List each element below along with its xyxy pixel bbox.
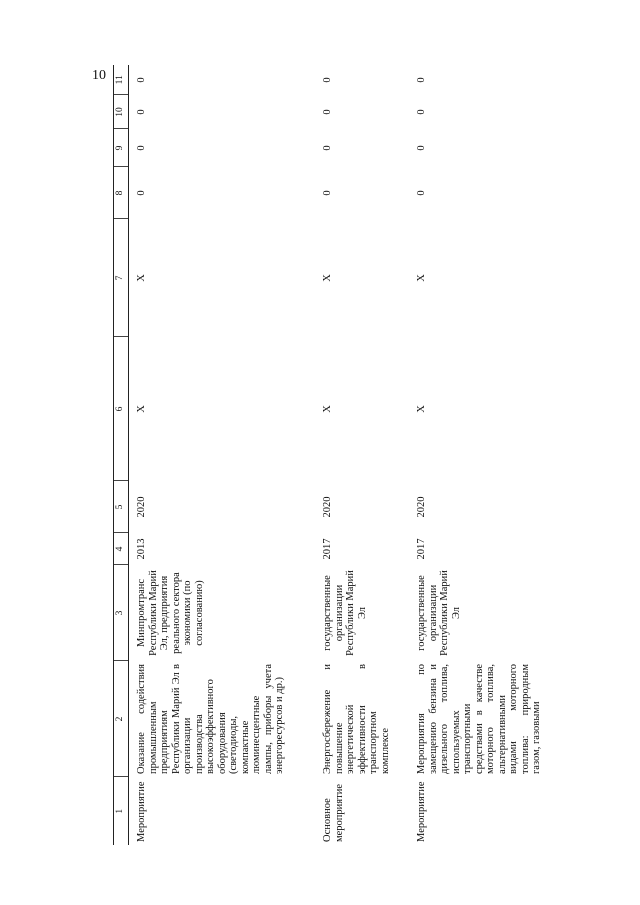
cell-description: Мероприятия по замещению бензина и дизельного топлива, используемых транспортными средствами в качестве моторного топлива, альтернативными видами моторного топлива: природным газом, газовыми (416, 664, 542, 774)
table-row (134, 65, 320, 845)
col-num-11: 11 (114, 65, 129, 95)
cell-col10: 0 (322, 109, 333, 115)
cell-col11: 0 (322, 77, 333, 83)
cell-col6: X (416, 405, 427, 413)
cell-executor: Минпромтранс Республики Марий Эл, предприятия реального сектора экономики (по согласованию) (136, 570, 205, 656)
cell-col8: 0 (136, 190, 147, 196)
cell-end-year: 2020 (322, 496, 333, 518)
cell-description: Энергосбережение и повышение энергетической эффективности в транспортном комплексе (322, 664, 391, 774)
cell-col6: X (136, 405, 147, 413)
cell-col9: 0 (136, 145, 147, 151)
cell-col11: 0 (136, 77, 147, 83)
measures-table (113, 65, 554, 845)
cell-executor: государственные организации Республики Марий Эл (416, 570, 462, 656)
page-number: 10 (92, 68, 106, 83)
cell-col9: 0 (416, 145, 427, 151)
col-num-10: 10 (114, 95, 129, 129)
cell-description: Оказание содействия промышленным предприятиям Республики Марий Эл в организации производства высокоэффективного оборудования (светодиоды, компактные люминесцентные лампы, приборы учета энергоресурсов и др.) (136, 664, 285, 774)
cell-col8: 0 (416, 190, 427, 196)
cell-start-year: 2013 (136, 538, 147, 560)
cell-end-year: 2020 (416, 496, 427, 518)
cell-start-year: 2017 (416, 538, 427, 560)
cell-col7: X (322, 274, 333, 282)
cell-type: Мероприятие (416, 781, 427, 842)
table-row (414, 65, 554, 845)
col-num-4: 4 (114, 533, 129, 565)
col-num-5: 5 (114, 481, 129, 533)
cell-start-year: 2017 (322, 538, 333, 560)
cell-type: Основное мероприятие (322, 784, 345, 842)
cell-col7: X (416, 274, 427, 282)
cell-col10: 0 (136, 109, 147, 115)
cell-col11: 0 (416, 77, 427, 83)
col-num-9: 9 (114, 129, 129, 167)
column-number-row (114, 65, 129, 845)
col-num-6: 6 (114, 337, 129, 481)
cell-col8: 0 (322, 190, 333, 196)
cell-end-year: 2020 (136, 496, 147, 518)
col-num-3: 3 (114, 565, 129, 661)
col-num-2: 2 (114, 661, 129, 777)
col-num-7: 7 (114, 219, 129, 337)
col-num-1: 1 (114, 777, 129, 845)
table-row (320, 65, 414, 845)
cell-executor: государственные организации Республики Марий Эл (322, 570, 368, 656)
cell-type: Мероприятие (136, 781, 147, 842)
cell-col6: X (322, 405, 333, 413)
col-num-8: 8 (114, 167, 129, 219)
cell-col7: X (136, 274, 147, 282)
cell-col9: 0 (322, 145, 333, 151)
cell-col10: 0 (416, 109, 427, 115)
